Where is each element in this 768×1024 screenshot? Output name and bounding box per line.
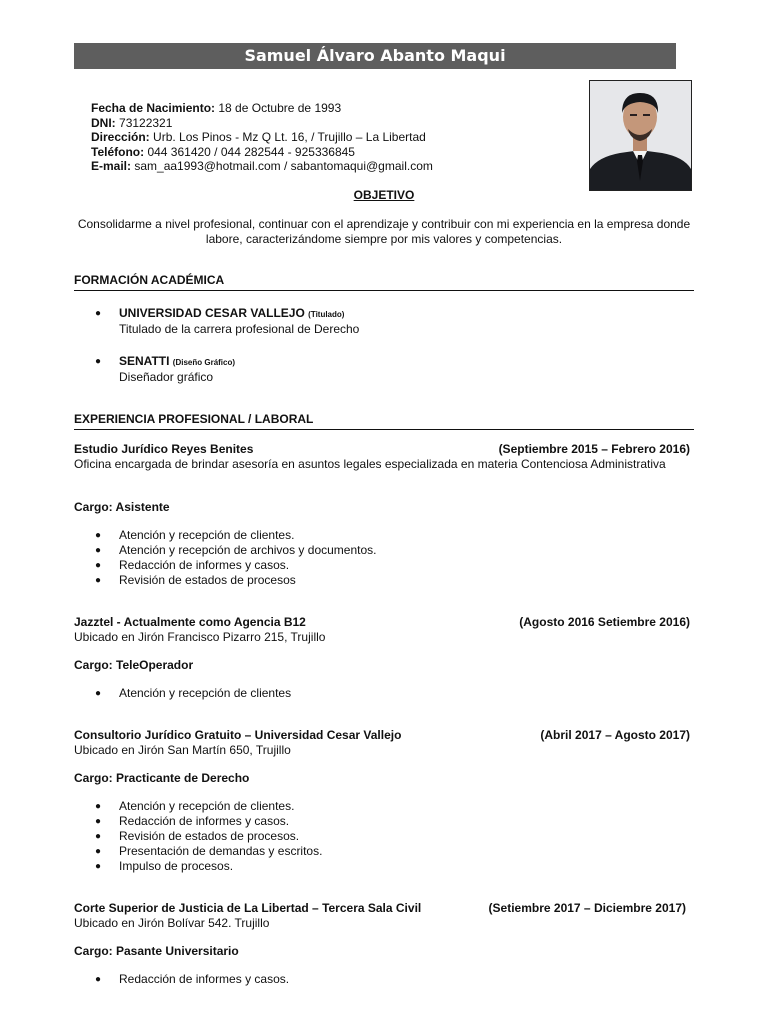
institution-note: (Titulado) [308, 310, 345, 319]
birthdate-row: Fecha de Nacimiento: 18 de Octubre de 1993 [91, 101, 342, 115]
job-role: Cargo: Pasante Universitario [74, 944, 239, 958]
institution-detail: Diseñador gráfico [119, 370, 214, 384]
institution-note: (Diseño Gráfico) [172, 358, 236, 367]
job-company: Corte Superior de Justicia de La Libertad – Tercera Sala Civil [74, 901, 422, 915]
bullet-icon: ● [95, 861, 102, 872]
job-description: Ubicado en Jirón Bolívar 542. Trujillo [74, 916, 270, 930]
name-header: Samuel Álvaro Abanto Maqui [74, 43, 676, 69]
education-section-title: FORMACIÓN ACADÉMICA [74, 273, 694, 291]
bullet-icon: ● [95, 308, 102, 319]
bullet-icon: ● [95, 831, 102, 842]
job-role: Cargo: TeleOperador [74, 658, 194, 672]
job-company: Jazztel - Actualmente como Agencia B12 [74, 615, 306, 629]
bullet-icon: ● [95, 560, 102, 571]
email-row: E-mail: sam_aa1993@hotmail.com / sabantomaqui@gmail.com [91, 159, 433, 173]
bullet-icon: ● [95, 688, 102, 699]
experience-section-title: EXPERIENCIA PROFESIONAL / LABORAL [74, 412, 694, 430]
phone-row: Teléfono: 044 361420 / 044 282544 - 925336845 [91, 144, 355, 159]
bullet-icon: ● [95, 530, 102, 541]
bullet-icon: ● [95, 974, 102, 985]
job-dates: (Agosto 2016 Setiembre 2016) [519, 615, 690, 629]
institution-detail: Titulado de la carrera profesional de Derecho [119, 322, 360, 336]
job-description: Oficina encargada de brindar asesoría en asuntos legales especializada en materia Contenciosa Administrativa [74, 457, 666, 471]
job-entry [74, 901, 690, 931]
bullet-icon: ● [95, 801, 102, 812]
dni-row: DNI: 73122321 [91, 115, 173, 130]
job-role: Cargo: Practicante de Derecho [74, 771, 250, 785]
cv-page: Samuel Álvaro Abanto Maqui Fecha de Nacimiento: 18 de Octubre de 1993 DNI: 73122321 Dirección: Urb. Los Pinos - Mz Q Lt. 16, / Trujillo – La Libertad Teléfono: 044 361420 / 044 282544 - 925336845 E-mail: sam_aa1993@hotmail.com / sabantomaqui@gmail.com OBJETIVO Consolidarme a nivel profesional, continuar con el aprendizaje y contribuir con mi experiencia en la empresa donde labore, caracterizándome siempre por mis valores y competencias. FORMACIÓN ACADÉMICA ● UNIVERSIDAD CESAR VALLEJO (Titulado) Titulado de la carrera profesional de Derecho ● SENATTI (Diseño Gráfico) Diseñador gráfico EXPERIENCIA PROFESIONAL / LABORAL Estudio Jurídico Reyes Benites (Septiembre 2015 – Febrero 2016) Oficina encargada de brindar asesoría en asuntos legales especializada en materia Contenciosa Administrativa Cargo: Asistente ● Atención y recepción de clientes. ● Atención y recepción de archivos y documentos. ● Redacción de informes y casos. ● Revisión de estados de procesos Jazztel - Actualmente como Agencia B12 (Agosto 2016 Setiembre 2016) Ubicado en Jirón Francisco Pizarro 215, Trujillo Cargo: TeleOperador ● Atención y recepción de clientes Consultorio Jurídico Gratuito – Universidad Cesar Vallejo (Abril 2017 – Agosto 2017) Ubicado en Jirón San Martín 650, Trujillo Cargo: Practicante de Derecho ● Atención y recepción de clientes. ● Redacción de informes y casos. ● Revisión de estados de procesos. ● Presentación de demandas y escritos. ● Impulso de procesos. Corte Superior de Justicia de La Libertad – Tercera Sala Civil (Setiembre 2017 – Diciembre 2017) Ubicado en Jirón Bolívar 542. Trujillo Cargo: Pasante Universitario ● Redacción de informes y casos. [0, 0, 768, 1024]
job-company: Estudio Jurídico Reyes Benites [74, 442, 254, 456]
job-entry [74, 615, 690, 645]
personal-info [91, 101, 571, 174]
bullet-icon: ● [95, 816, 102, 827]
objective-text: Consolidarme a nivel profesional, continuar con el aprendizaje y contribuir con mi experiencia en la empresa donde labore, caracterizándome siempre por mis valores y competencias. [77, 217, 691, 246]
job-company: Consultorio Jurídico Gratuito – Universidad Cesar Vallejo [74, 728, 402, 742]
job-dates: (Abril 2017 – Agosto 2017) [540, 728, 690, 742]
bullet-icon: ● [95, 545, 102, 556]
institution-name: SENATTI [119, 354, 170, 368]
address-row: Dirección: Urb. Los Pinos - Mz Q Lt. 16, / Trujillo – La Libertad [91, 130, 426, 144]
job-dates: (Septiembre 2015 – Febrero 2016) [498, 442, 690, 456]
institution-name: UNIVERSIDAD CESAR VALLEJO [119, 306, 305, 320]
bullet-icon: ● [95, 356, 102, 367]
job-description: Ubicado en Jirón Francisco Pizarro 215, Trujillo [74, 630, 326, 644]
profile-photo [589, 80, 692, 191]
job-entry [74, 728, 690, 758]
bullet-icon: ● [95, 846, 102, 857]
job-dates: (Setiembre 2017 – Diciembre 2017) [488, 901, 686, 915]
bullet-icon: ● [95, 575, 102, 586]
job-description: Ubicado en Jirón San Martín 650, Trujillo [74, 743, 291, 757]
objective-title: OBJETIVO [353, 188, 415, 202]
job-role: Cargo: Asistente [74, 500, 170, 514]
job-entry [74, 442, 690, 472]
